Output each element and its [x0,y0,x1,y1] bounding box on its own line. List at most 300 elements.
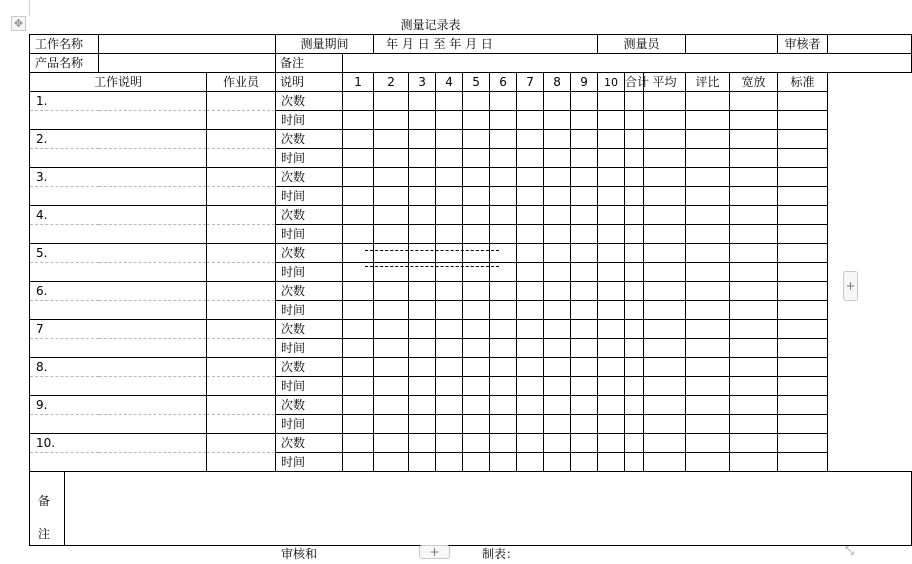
trial-8-cell[interactable] [544,396,571,415]
item-operator[interactable] [207,225,276,244]
trial-5-cell[interactable] [463,244,490,263]
trial-6-cell[interactable] [490,92,517,111]
trial-4-cell[interactable] [436,320,463,339]
trial-8-cell[interactable] [544,358,571,377]
item-description[interactable]: 9. [30,396,207,415]
trial-9-cell[interactable] [571,396,598,415]
trial-5-cell[interactable] [463,263,490,282]
trial-9-cell[interactable] [571,130,598,149]
trial-6-cell[interactable] [490,358,517,377]
average-cell[interactable] [644,130,686,149]
total-cell[interactable] [625,168,644,187]
trial-4-cell[interactable] [436,187,463,206]
item-description-line[interactable] [30,453,207,472]
trial-5-cell[interactable] [463,415,490,434]
item-description[interactable]: 4. [30,206,207,225]
trial-8-cell[interactable] [544,263,571,282]
rating-cell[interactable] [686,434,730,453]
trial-5-cell[interactable] [463,396,490,415]
total-cell[interactable] [625,130,644,149]
trial-2-cell[interactable] [374,187,409,206]
total-cell[interactable] [625,111,644,130]
total-cell[interactable] [625,453,644,472]
trial-6-cell[interactable] [490,282,517,301]
trial-9-cell[interactable] [571,282,598,301]
total-cell[interactable] [625,377,644,396]
item-description[interactable]: 8. [30,358,207,377]
trial-4-cell[interactable] [436,225,463,244]
remark-field[interactable] [343,54,912,73]
standard-cell[interactable] [778,320,828,339]
item-description[interactable]: 6. [30,282,207,301]
trial-3-cell[interactable] [409,187,436,206]
total-cell[interactable] [625,244,644,263]
total-cell[interactable] [625,187,644,206]
trial-7-cell[interactable] [517,206,544,225]
trial-7-cell[interactable] [517,244,544,263]
trial-1-cell[interactable] [343,263,374,282]
allowance-cell[interactable] [730,244,778,263]
trial-2-cell[interactable] [374,282,409,301]
trial-8-cell[interactable] [544,339,571,358]
period-field[interactable]: 年 月 日 至 年 月 日 [374,35,598,54]
trial-10-cell[interactable] [598,149,625,168]
trial-6-cell[interactable] [490,377,517,396]
allowance-cell[interactable] [730,263,778,282]
trial-8-cell[interactable] [544,301,571,320]
trial-7-cell[interactable] [517,130,544,149]
trial-9-cell[interactable] [571,92,598,111]
trial-5-cell[interactable] [463,301,490,320]
trial-7-cell[interactable] [517,339,544,358]
trial-9-cell[interactable] [571,149,598,168]
trial-5-cell[interactable] [463,358,490,377]
trial-2-cell[interactable] [374,396,409,415]
rating-cell[interactable] [686,149,730,168]
rating-cell[interactable] [686,320,730,339]
trial-1-cell[interactable] [343,187,374,206]
trial-1-cell[interactable] [343,434,374,453]
trial-3-cell[interactable] [409,396,436,415]
trial-2-cell[interactable] [374,225,409,244]
trial-4-cell[interactable] [436,130,463,149]
allowance-cell[interactable] [730,453,778,472]
item-description-line[interactable] [30,301,207,320]
trial-5-cell[interactable] [463,282,490,301]
add-column-plus-icon[interactable]: + [843,271,858,301]
average-cell[interactable] [644,244,686,263]
trial-4-cell[interactable] [436,453,463,472]
trial-10-cell[interactable] [598,263,625,282]
item-description[interactable]: 1. [30,92,207,111]
trial-4-cell[interactable] [436,415,463,434]
trial-8-cell[interactable] [544,130,571,149]
allowance-cell[interactable] [730,92,778,111]
average-cell[interactable] [644,282,686,301]
table-move-icon[interactable]: ✥ [11,16,26,31]
trial-4-cell[interactable] [436,92,463,111]
trial-8-cell[interactable] [544,320,571,339]
standard-cell[interactable] [778,111,828,130]
trial-2-cell[interactable] [374,263,409,282]
trial-2-cell[interactable] [374,320,409,339]
item-description[interactable]: 3. [30,168,207,187]
average-cell[interactable] [644,168,686,187]
item-operator[interactable] [207,301,276,320]
trial-6-cell[interactable] [490,339,517,358]
allowance-cell[interactable] [730,396,778,415]
trial-9-cell[interactable] [571,206,598,225]
trial-9-cell[interactable] [571,453,598,472]
rating-cell[interactable] [686,130,730,149]
trial-9-cell[interactable] [571,358,598,377]
trial-10-cell[interactable] [598,168,625,187]
trial-1-cell[interactable] [343,339,374,358]
average-cell[interactable] [644,415,686,434]
item-operator[interactable] [207,282,276,301]
rating-cell[interactable] [686,377,730,396]
trial-5-cell[interactable] [463,320,490,339]
trial-1-cell[interactable] [343,244,374,263]
trial-8-cell[interactable] [544,377,571,396]
trial-1-cell[interactable] [343,225,374,244]
average-cell[interactable] [644,339,686,358]
trial-3-cell[interactable] [409,263,436,282]
trial-9-cell[interactable] [571,415,598,434]
trial-9-cell[interactable] [571,320,598,339]
trial-5-cell[interactable] [463,453,490,472]
rating-cell[interactable] [686,225,730,244]
trial-2-cell[interactable] [374,339,409,358]
trial-10-cell[interactable] [598,415,625,434]
trial-6-cell[interactable] [490,263,517,282]
trial-6-cell[interactable] [490,244,517,263]
trial-8-cell[interactable] [544,149,571,168]
trial-8-cell[interactable] [544,415,571,434]
trial-9-cell[interactable] [571,339,598,358]
item-description-line[interactable] [30,111,207,130]
trial-4-cell[interactable] [436,111,463,130]
rating-cell[interactable] [686,301,730,320]
total-cell[interactable] [625,301,644,320]
add-row-plus-icon[interactable]: + [419,545,450,559]
trial-10-cell[interactable] [598,377,625,396]
standard-cell[interactable] [778,434,828,453]
trial-10-cell[interactable] [598,339,625,358]
item-description[interactable]: 7 [30,320,207,339]
trial-2-cell[interactable] [374,358,409,377]
allowance-cell[interactable] [730,415,778,434]
trial-10-cell[interactable] [598,206,625,225]
trial-4-cell[interactable] [436,149,463,168]
trial-2-cell[interactable] [374,434,409,453]
standard-cell[interactable] [778,339,828,358]
trial-3-cell[interactable] [409,453,436,472]
trial-10-cell[interactable] [598,111,625,130]
trial-10-cell[interactable] [598,434,625,453]
trial-8-cell[interactable] [544,225,571,244]
rating-cell[interactable] [686,168,730,187]
item-operator[interactable] [207,453,276,472]
trial-6-cell[interactable] [490,396,517,415]
allowance-cell[interactable] [730,320,778,339]
allowance-cell[interactable] [730,339,778,358]
item-description-line[interactable] [30,377,207,396]
trial-7-cell[interactable] [517,453,544,472]
item-operator[interactable] [207,206,276,225]
trial-4-cell[interactable] [436,244,463,263]
standard-cell[interactable] [778,301,828,320]
trial-6-cell[interactable] [490,320,517,339]
allowance-cell[interactable] [730,301,778,320]
trial-10-cell[interactable] [598,187,625,206]
trial-9-cell[interactable] [571,187,598,206]
trial-6-cell[interactable] [490,206,517,225]
trial-8-cell[interactable] [544,168,571,187]
trial-4-cell[interactable] [436,168,463,187]
trial-7-cell[interactable] [517,415,544,434]
item-description-line[interactable] [30,263,207,282]
item-description-line[interactable] [30,339,207,358]
trial-10-cell[interactable] [598,244,625,263]
trial-1-cell[interactable] [343,396,374,415]
trial-1-cell[interactable] [343,282,374,301]
item-description[interactable]: 5. [30,244,207,263]
average-cell[interactable] [644,377,686,396]
trial-4-cell[interactable] [436,396,463,415]
trial-7-cell[interactable] [517,434,544,453]
trial-9-cell[interactable] [571,111,598,130]
trial-5-cell[interactable] [463,92,490,111]
trial-4-cell[interactable] [436,339,463,358]
trial-1-cell[interactable] [343,149,374,168]
item-operator[interactable] [207,111,276,130]
trial-1-cell[interactable] [343,358,374,377]
item-operator[interactable] [207,320,276,339]
trial-1-cell[interactable] [343,111,374,130]
trial-1-cell[interactable] [343,92,374,111]
rating-cell[interactable] [686,358,730,377]
trial-1-cell[interactable] [343,301,374,320]
standard-cell[interactable] [778,263,828,282]
total-cell[interactable] [625,225,644,244]
total-cell[interactable] [625,358,644,377]
trial-5-cell[interactable] [463,130,490,149]
rating-cell[interactable] [686,282,730,301]
average-cell[interactable] [644,263,686,282]
trial-10-cell[interactable] [598,358,625,377]
item-description-line[interactable] [30,187,207,206]
total-cell[interactable] [625,396,644,415]
trial-1-cell[interactable] [343,415,374,434]
average-cell[interactable] [644,187,686,206]
standard-cell[interactable] [778,168,828,187]
rating-cell[interactable] [686,92,730,111]
reviewer-field[interactable] [828,35,912,54]
trial-9-cell[interactable] [571,301,598,320]
trial-4-cell[interactable] [436,377,463,396]
trial-7-cell[interactable] [517,111,544,130]
trial-2-cell[interactable] [374,206,409,225]
trial-6-cell[interactable] [490,130,517,149]
trial-2-cell[interactable] [374,415,409,434]
item-operator[interactable] [207,263,276,282]
standard-cell[interactable] [778,187,828,206]
allowance-cell[interactable] [730,149,778,168]
total-cell[interactable] [625,434,644,453]
allowance-cell[interactable] [730,130,778,149]
trial-5-cell[interactable] [463,149,490,168]
average-cell[interactable] [644,149,686,168]
rating-cell[interactable] [686,396,730,415]
trial-9-cell[interactable] [571,225,598,244]
item-operator[interactable] [207,415,276,434]
total-cell[interactable] [625,149,644,168]
trial-8-cell[interactable] [544,282,571,301]
trial-3-cell[interactable] [409,339,436,358]
trial-3-cell[interactable] [409,149,436,168]
total-cell[interactable] [625,415,644,434]
allowance-cell[interactable] [730,206,778,225]
trial-10-cell[interactable] [598,282,625,301]
trial-2-cell[interactable] [374,130,409,149]
trial-7-cell[interactable] [517,301,544,320]
trial-3-cell[interactable] [409,282,436,301]
trial-6-cell[interactable] [490,434,517,453]
trial-1-cell[interactable] [343,206,374,225]
standard-cell[interactable] [778,453,828,472]
item-operator[interactable] [207,187,276,206]
trial-2-cell[interactable] [374,301,409,320]
trial-8-cell[interactable] [544,111,571,130]
trial-5-cell[interactable] [463,206,490,225]
standard-cell[interactable] [778,206,828,225]
allowance-cell[interactable] [730,111,778,130]
trial-1-cell[interactable] [343,453,374,472]
average-cell[interactable] [644,301,686,320]
trial-7-cell[interactable] [517,320,544,339]
standard-cell[interactable] [778,282,828,301]
trial-1-cell[interactable] [343,168,374,187]
item-operator[interactable] [207,149,276,168]
average-cell[interactable] [644,434,686,453]
trial-3-cell[interactable] [409,130,436,149]
average-cell[interactable] [644,396,686,415]
total-cell[interactable] [625,320,644,339]
trial-3-cell[interactable] [409,206,436,225]
trial-7-cell[interactable] [517,396,544,415]
trial-3-cell[interactable] [409,377,436,396]
rating-cell[interactable] [686,206,730,225]
trial-1-cell[interactable] [343,320,374,339]
item-operator[interactable] [207,92,276,111]
trial-4-cell[interactable] [436,206,463,225]
trial-7-cell[interactable] [517,225,544,244]
trial-7-cell[interactable] [517,92,544,111]
trial-9-cell[interactable] [571,263,598,282]
standard-cell[interactable] [778,130,828,149]
item-operator[interactable] [207,377,276,396]
trial-5-cell[interactable] [463,225,490,244]
trial-6-cell[interactable] [490,225,517,244]
trial-10-cell[interactable] [598,453,625,472]
rating-cell[interactable] [686,339,730,358]
allowance-cell[interactable] [730,282,778,301]
trial-2-cell[interactable] [374,377,409,396]
average-cell[interactable] [644,206,686,225]
notes-field[interactable] [99,472,912,546]
trial-8-cell[interactable] [544,92,571,111]
trial-5-cell[interactable] [463,377,490,396]
trial-3-cell[interactable] [409,92,436,111]
trial-7-cell[interactable] [517,358,544,377]
standard-cell[interactable] [778,244,828,263]
rating-cell[interactable] [686,263,730,282]
item-description-line[interactable] [30,415,207,434]
trial-6-cell[interactable] [490,168,517,187]
rating-cell[interactable] [686,187,730,206]
trial-5-cell[interactable] [463,187,490,206]
trial-1-cell[interactable] [343,130,374,149]
allowance-cell[interactable] [730,358,778,377]
trial-7-cell[interactable] [517,168,544,187]
standard-cell[interactable] [778,377,828,396]
measurer-field[interactable] [686,35,778,54]
trial-6-cell[interactable] [490,187,517,206]
job-name-field[interactable] [99,35,276,54]
trial-10-cell[interactable] [598,225,625,244]
trial-2-cell[interactable] [374,244,409,263]
standard-cell[interactable] [778,92,828,111]
rating-cell[interactable] [686,415,730,434]
trial-2-cell[interactable] [374,92,409,111]
trial-5-cell[interactable] [463,434,490,453]
allowance-cell[interactable] [730,434,778,453]
trial-8-cell[interactable] [544,244,571,263]
trial-6-cell[interactable] [490,301,517,320]
trial-4-cell[interactable] [436,358,463,377]
total-cell[interactable] [625,92,644,111]
average-cell[interactable] [644,92,686,111]
standard-cell[interactable] [778,225,828,244]
total-cell[interactable] [625,263,644,282]
product-name-field[interactable] [99,54,276,73]
rating-cell[interactable] [686,111,730,130]
trial-10-cell[interactable] [598,130,625,149]
trial-4-cell[interactable] [436,434,463,453]
table-resize-icon[interactable]: ⤡ [845,544,854,557]
trial-7-cell[interactable] [517,149,544,168]
total-cell[interactable] [625,282,644,301]
trial-2-cell[interactable] [374,168,409,187]
standard-cell[interactable] [778,396,828,415]
item-operator[interactable] [207,396,276,415]
trial-1-cell[interactable] [343,377,374,396]
trial-8-cell[interactable] [544,453,571,472]
trial-7-cell[interactable] [517,282,544,301]
item-operator[interactable] [207,130,276,149]
trial-9-cell[interactable] [571,377,598,396]
item-description-line[interactable] [30,149,207,168]
allowance-cell[interactable] [730,377,778,396]
trial-4-cell[interactable] [436,282,463,301]
trial-3-cell[interactable] [409,415,436,434]
notes-field-start[interactable] [65,472,99,545]
trial-10-cell[interactable] [598,92,625,111]
total-cell[interactable] [625,339,644,358]
trial-9-cell[interactable] [571,168,598,187]
trial-7-cell[interactable] [517,187,544,206]
